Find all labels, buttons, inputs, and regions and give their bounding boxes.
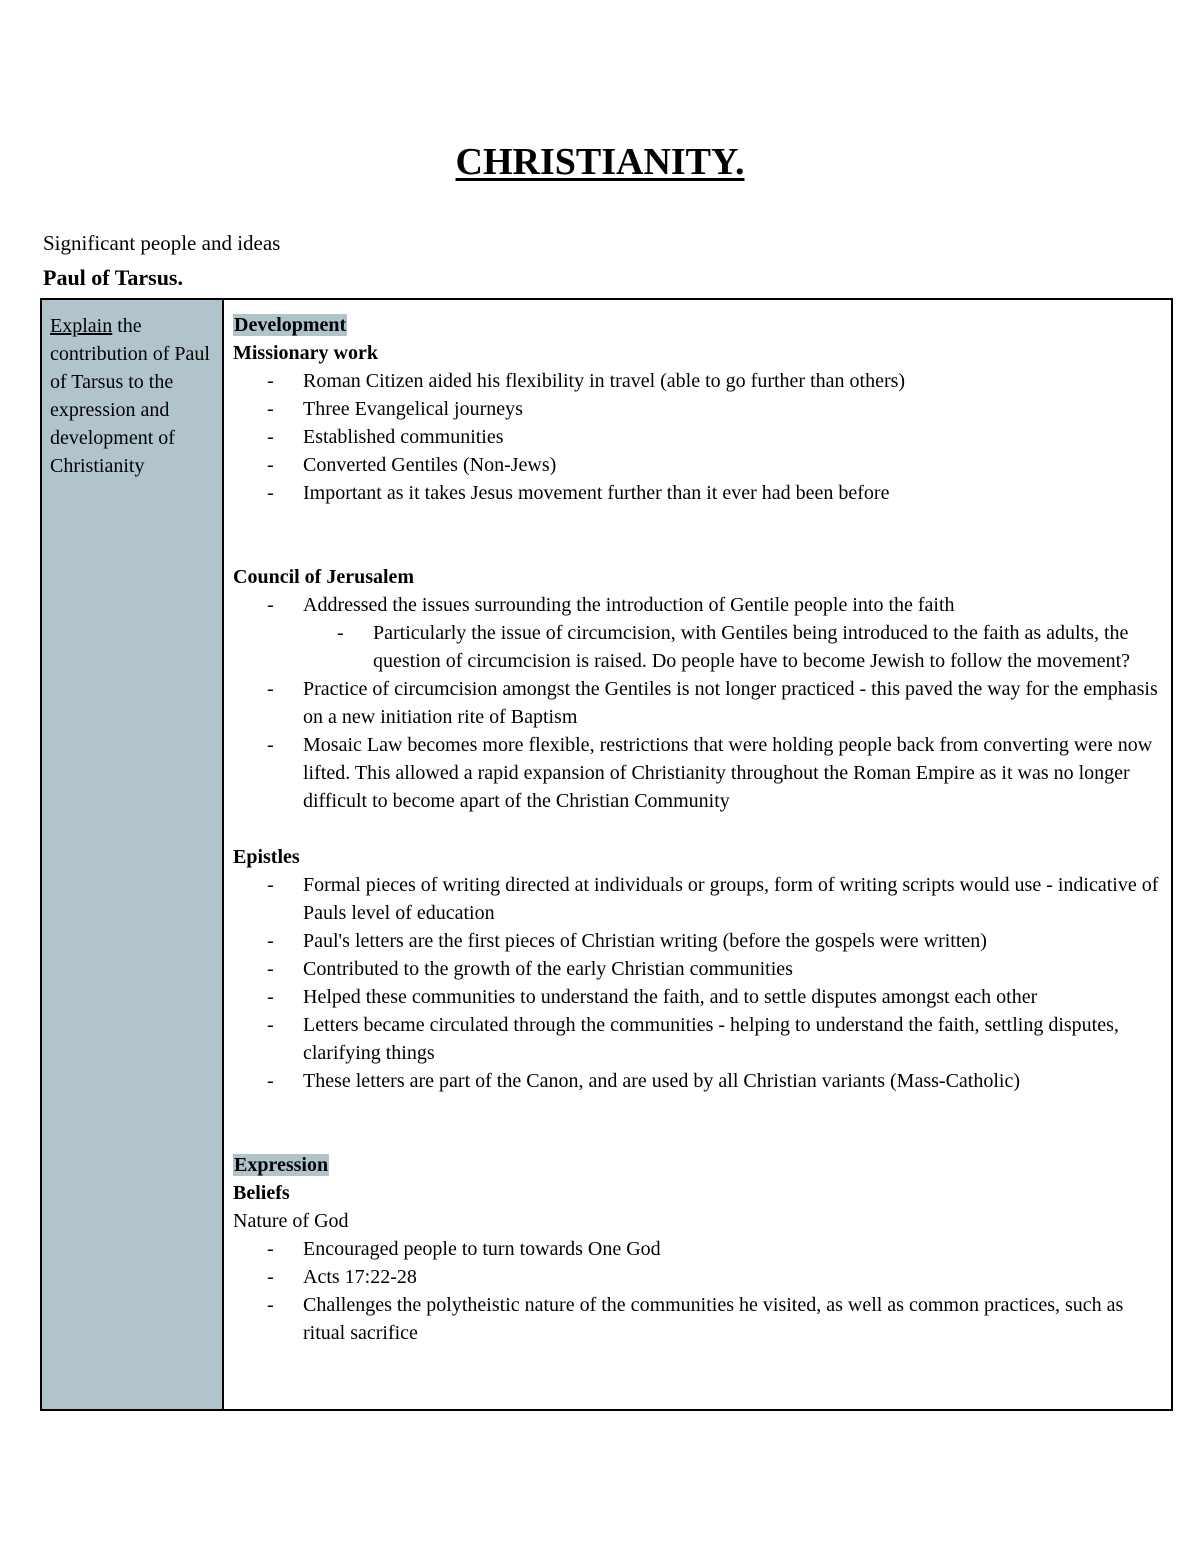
list-item: - These letters are part of the Canon, and are used by all Christian variants (Mass-Catholic) <box>303 1067 1163 1095</box>
epistles-list <box>233 871 1163 1095</box>
missionary-list <box>233 367 1163 507</box>
list-item: - Letters became circulated through the communities - helping to understand the faith, settling disputes, clarifying things <box>303 1011 1163 1067</box>
list-item: - Practice of circumcision amongst the Gentiles is not longer practiced - this paved the way for the emphasis on a new initiation rite of Baptism <box>303 675 1163 731</box>
list-item <box>303 591 1163 675</box>
council-list <box>233 591 1163 815</box>
list-item: - Important as it takes Jesus movement further than it ever had been before <box>303 479 1163 507</box>
nature-heading: Nature of God <box>233 1210 349 1232</box>
council-heading: Council of Jerusalem <box>233 566 415 588</box>
question-cell <box>42 300 224 1409</box>
council-sublist <box>303 619 1163 675</box>
notes-table <box>40 298 1173 1411</box>
list-item: - Challenges the polytheistic nature of the communities he visited, as well as common practices, such as ritual sacrifice <box>303 1291 1163 1347</box>
list-item: - Particularly the issue of circumcision, with Gentiles being introduced to the faith as adults, the question of circumcision is raised. Do people have to become Jewish to follow the movement? <box>373 619 1163 675</box>
list-item: - Three Evangelical journeys <box>303 395 1163 423</box>
person-heading: Paul of Tarsus. <box>43 265 183 290</box>
list-item: - Contributed to the growth of the early Christian communities <box>303 955 1163 983</box>
section-subtitle: Significant people and ideas <box>43 231 281 255</box>
missionary-heading: Missionary work <box>233 342 378 364</box>
expression-list <box>233 1235 1163 1347</box>
list-item: - Established communities <box>303 423 1163 451</box>
list-item: - Encouraged people to turn towards One God <box>303 1235 1163 1263</box>
document-title: CHRISTIANITY. <box>455 141 745 183</box>
epistles-heading: Epistles <box>233 846 300 868</box>
list-item: - Mosaic Law becomes more flexible, restrictions that were holding people back from converting were now lifted. This allowed a rapid expansion of Christianity throughout the Roman Empire as it was no longer difficult to become apart of the Christian Community <box>303 731 1163 815</box>
answer-cell <box>224 300 1171 1409</box>
list-item-text: Addressed the issues surrounding the introduction of Gentile people into the faith <box>303 594 955 616</box>
list-item: - Roman Citizen aided his flexibility in travel (able to go further than others) <box>303 367 1163 395</box>
beliefs-heading: Beliefs <box>233 1182 290 1204</box>
prompt-text: the contribution of Paul of Tarsus to the expression and development of Christianity <box>50 315 210 477</box>
list-item: - Helped these communities to understand the faith, and to settle disputes amongst each other <box>303 983 1163 1011</box>
list-item: - Converted Gentiles (Non-Jews) <box>303 451 1163 479</box>
list-item: - Acts 17:22-28 <box>303 1263 1163 1291</box>
list-item: - Paul's letters are the first pieces of Christian writing (before the gospels were written) <box>303 927 1163 955</box>
list-item: - Formal pieces of writing directed at individuals or groups, form of writing scripts would use - indicative of Pauls level of education <box>303 871 1163 927</box>
prompt-verb: Explain <box>50 315 113 337</box>
development-heading: Development <box>234 314 347 336</box>
expression-heading: Expression <box>234 1154 329 1176</box>
